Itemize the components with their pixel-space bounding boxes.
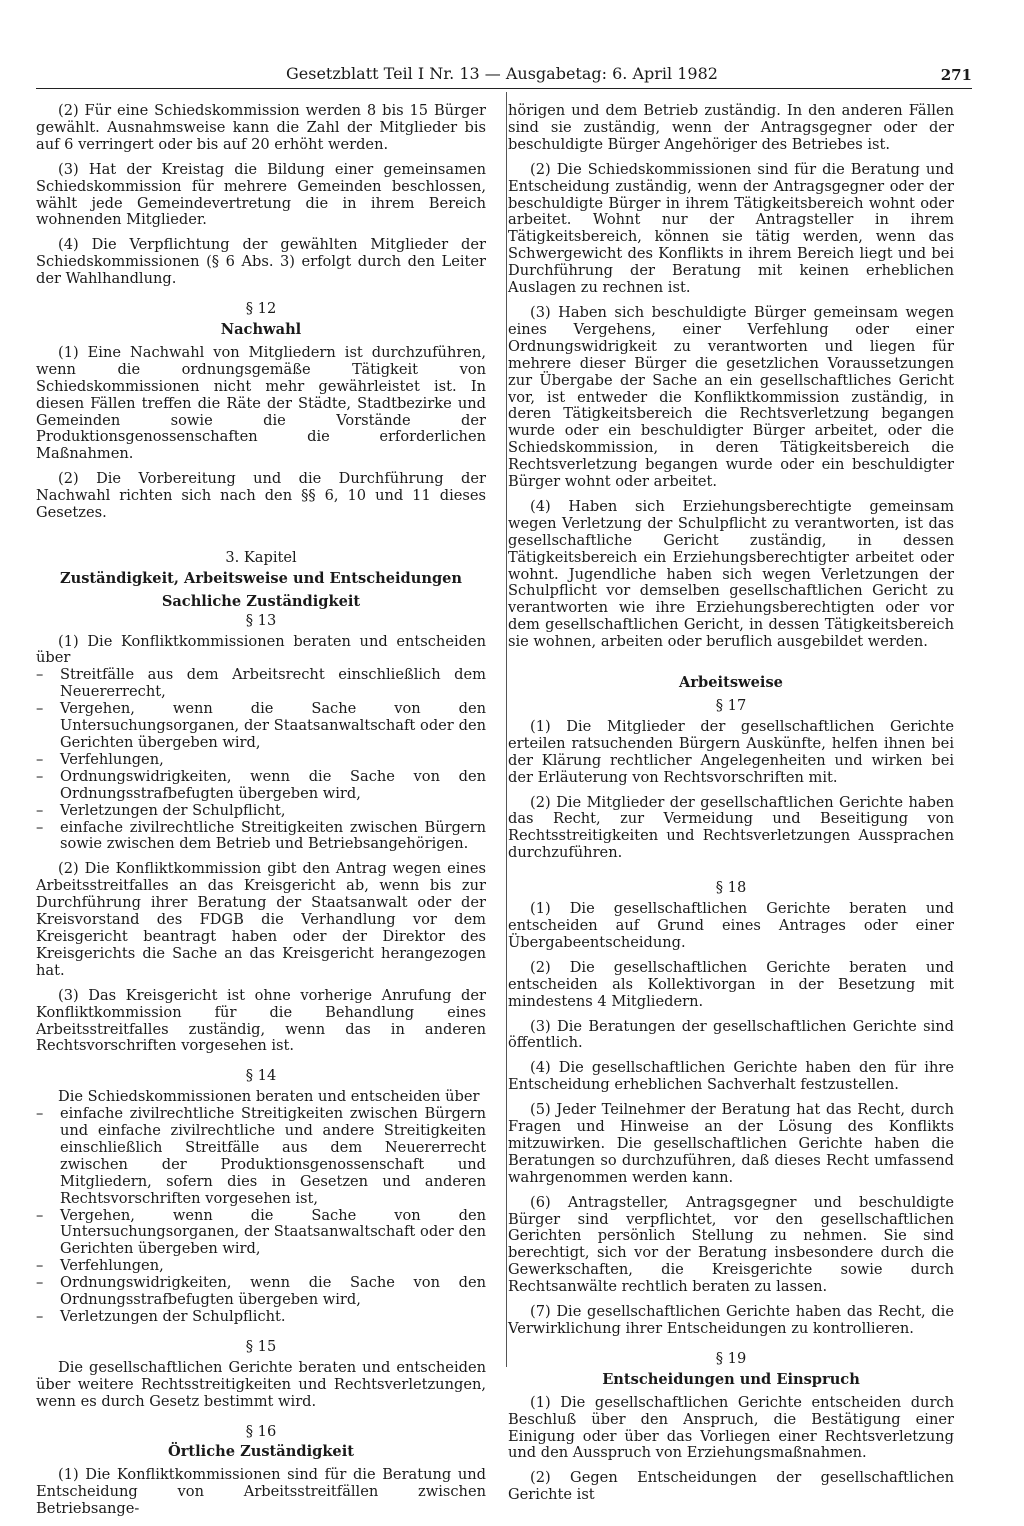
header-rule	[36, 88, 972, 89]
paragraph: (6) Antragsteller, Antragsgegner und beschuldigte Bürger sind verpflichtet, vor den gesellschaftlichen Gerichten persönlich Stellung zu nehmen. Sie sind berechtigt, sich vor der Beratung insbesondere durch die Gewerkschaften, die Kreisgerichte sowie durch Rechtsanwälte rechtlich beraten zu lassen.	[508, 1193, 954, 1296]
dash-list	[36, 667, 486, 853]
paragraph: Die gesellschaftlichen Gerichte beraten und entscheiden über weitere Rechtsstreitigkeiten und Rechtsverletzungen, wenn es durch Gesetz bestimmt wird.	[36, 1358, 486, 1410]
paragraph: Die Schiedskommissionen beraten und entscheiden über	[58, 1088, 480, 1106]
paragraph: (1) Die Konfliktkommissionen sind für die Beratung und Entscheidung von Arbeitsstreitfällen zwischen Betriebsange-	[36, 1466, 486, 1518]
paragraph: (1) Eine Nachwahl von Mitgliedern ist durchzuführen, wenn die ordnungsgemäße Tätigkeit von Schiedskommissionen nicht mehr gewährleistet ist. In diesen Fällen treffen die Räte der Städte, Stadtbezirke und Gemeinden sowie die Vorstände der Produktionsgenossenschaften die erforderlichen Maßnahmen.	[36, 343, 486, 463]
paragraph: (5) Jeder Teilnehmer der Beratung hat das Recht, durch Fragen und Hinweise an der Lösung des Konflikts mitzuwirken. Die gesellschaftlichen Gerichte haben die Beratungen so durchzuführen, daß dieses Recht umfassend wahrgenommen werden kann.	[508, 1101, 954, 1186]
page-number: 271	[940, 66, 972, 84]
list-item: – Streitfälle aus dem Arbeitsrecht einschließlich dem Neuererrecht,	[36, 667, 486, 701]
paragraph: (3) Hat der Kreistag die Bildung einer gemeinsamen Schiedskommission für mehrere Gemeinden beschlossen, wählt jede Gemeindevertretung die in ihrem Bereich wohnenden Mitglieder.	[36, 160, 486, 229]
paragraph: (7) Die gesellschaftlichen Gerichte haben das Recht, die Verwirklichung ihrer Entscheidungen zu kontrollieren.	[508, 1303, 954, 1337]
list-item: – Ordnungswidrigkeiten, wenn die Sache von den Ordnungsstrafbefugten übergeben wird,	[36, 1275, 486, 1309]
section-title: Arbeitsweise	[679, 674, 783, 692]
list-item: – Verletzungen der Schulpflicht.	[36, 1309, 486, 1326]
section-number: § 12	[245, 300, 277, 318]
list-item: – einfache zivilrechtliche Streitigkeiten zwischen Bürgern sowie zwischen dem Betrieb und Betriebsangehörigen.	[36, 820, 486, 854]
section-number: § 18	[715, 879, 747, 897]
header-title: Gesetzblatt Teil I Nr. 13 — Ausgabetag: 6. April 1982	[286, 64, 718, 83]
dash-list	[36, 1106, 486, 1326]
paragraph: (1) Die Konfliktkommissionen beraten und entscheiden über	[36, 632, 486, 667]
paragraph: hörigen und dem Betrieb zuständig. In den anderen Fällen sind sie zuständig, wenn der Antragsgegner oder der beschuldigte Bürger Angehöriger des Betriebes ist.	[508, 102, 954, 153]
paragraph: (4) Haben sich Erziehungsberechtigte gemeinsam wegen Verletzung der Schulpflicht zu verantworten, ist das gesellschaftliche Gericht zuständig, in dessen Tätigkeitsbereich ein Erziehungsberechtigter arbeitet oder wohnt. Jugendliche haben sich wegen Verletzungen der Schulpflicht vor demselben gesellschaftlichen Gericht zu verantworten wie ihre Erziehungsberechtigten oder vor dem gesellschaftlichen Gericht, in dessen Tätigkeitsbereich sie wohnen, arbeiten oder beruflich ausgebildet werden.	[508, 497, 954, 651]
subsection-title: Sachliche Zuständigkeit	[161, 592, 361, 610]
list-item: – Vergehen, wenn die Sache von den Untersuchungsorganen, der Staatsanwaltschaft oder den Gerichten übergeben wird,	[36, 701, 486, 752]
section-number: § 16	[245, 1422, 277, 1440]
list-item: – Verfehlungen,	[36, 752, 486, 769]
paragraph: (2) Die Konfliktkommission gibt den Antrag wegen eines Arbeitsstreitfalles an das Kreisgericht ab, wenn bis zur Durchführung ihrer Beratung der Staatsanwalt oder der Kreisvorstand des FDGB die Verhandlung vor dem Kreisgericht beantragt haben oder der Direktor des Kreisgerichts die Sache an das Kreisgericht herangezogen hat.	[36, 860, 486, 979]
spacer	[508, 659, 954, 673]
section-number: § 13	[245, 611, 277, 629]
paragraph: (1) Die gesellschaftlichen Gerichte entscheiden durch Beschluß über den Anspruch, die Bestätigung einer Einigung oder über das Vorliegen einer Rechtsverletzung und den Ausspruch von Erziehungsmaßnahmen.	[508, 1393, 954, 1462]
paragraph: (1) Die Mitglieder der gesellschaftlichen Gerichte erteilen ratsuchenden Bürgern Auskünfte, helfen ihnen bei der Klärung rechtlicher Angelegenheiten und wirken bei der Erläuterung von Rechtsvorschriften mit.	[508, 717, 954, 786]
chapter-title: Zuständigkeit, Arbeitsweise und Entscheidungen	[59, 569, 463, 587]
section-number: § 15	[245, 1337, 277, 1355]
section-number: § 19	[715, 1349, 747, 1367]
paragraph: (2) Die Mitglieder der gesellschaftlichen Gerichte haben das Recht, zur Vermeidung und Beseitigung von Rechtsstreitigkeiten und Rechtsverletzungen Aussprachen durchzuführen.	[508, 793, 954, 862]
right-column	[508, 103, 954, 1512]
section-number: § 14	[245, 1067, 277, 1085]
paragraph: (4) Die Verpflichtung der gewählten Mitglieder der Schiedskommissionen (§ 6 Abs. 3) erfolgt durch den Leiter der Wahlhandlung.	[36, 236, 486, 288]
chapter-number: 3. Kapitel	[225, 548, 297, 566]
paragraph: (4) Die gesellschaftlichen Gerichte haben den für ihre Entscheidung erheblichen Sachverhalt festzustellen.	[508, 1059, 954, 1094]
paragraph: (2) Die Vorbereitung und die Durchführung der Nachwahl richten sich nach den §§ 6, 10 und 11 dieses Gesetzes.	[36, 470, 486, 522]
paragraph: (3) Haben sich beschuldigte Bürger gemeinsam wegen eines Vergehens, einer Verfehlung oder einer Ordnungswidrigkeit zu verantworten und liegen für mehrere dieser Bürger die gesetzlichen Voraussetzungen zur Übergabe der Sache an ein gesellschaftliches Gericht vor, ist entweder die Konfliktkommission zuständig, in deren Tätigkeitsbereich die Rechtsverletzung begangen wurde oder ein beschuldigter Bürger arbeitet, oder die Schiedskommission, in deren Tätigkeitsbereich die Rechtsverletzung begangen wurde oder ein beschuldigter Bürger wohnt oder arbeitet.	[508, 303, 954, 491]
paragraph: (2) Für eine Schiedskommission werden 8 bis 15 Bürger gewählt. Ausnahmsweise kann die Zahl der Mitglieder bis auf 6 verringert oder bis auf 20 erhöht werden.	[36, 102, 486, 153]
list-item: – Verfehlungen,	[36, 1258, 486, 1275]
paragraph: (3) Das Kreisgericht ist ohne vorherige Anrufung der Konfliktkommission für die Behandlung eines Arbeitsstreitfalles zuständig, wenn das in anderen Rechtsvorschriften vorgesehen ist.	[36, 986, 486, 1055]
paragraph: (2) Gegen Entscheidungen der gesellschaftlichen Gerichte ist	[508, 1469, 954, 1504]
paragraph: (2) Die Schiedskommissionen sind für die Beratung und Entscheidung zuständig, wenn der Antragsgegner oder der beschuldigte Bürger in ihrem Tätigkeitsbereich wohnt oder arbeitet. Wohnt nur der Antragsteller in ihrem Tätigkeitsbereich, können sie tätig werden, wenn das Schwergewicht des Konflikts in ihrem Bereich liegt und bei Durchführung der Beratung mit keinen erheblichen Auslagen zu rechnen ist.	[508, 160, 954, 297]
section-title: Örtliche Zuständigkeit	[167, 1443, 354, 1461]
list-item: – Ordnungswidrigkeiten, wenn die Sache von den Ordnungsstrafbefugten übergeben wird,	[36, 769, 486, 803]
paragraph: (1) Die gesellschaftlichen Gerichte beraten und entscheiden auf Grund eines Antrages oder einer Übergabeentscheidung.	[508, 900, 954, 951]
column-divider	[506, 92, 507, 1367]
list-item: – einfache zivilrechtliche Streitigkeiten zwischen Bürgern und einfache zivilrechtliche und andere Streitigkeiten einschließlich Streitfälle aus dem Neuererrecht zwischen der Produktionsgenossenschaft und Mitgliedern, sofern dies in Gesetzen und anderen Rechtsvorschriften vorgesehen ist,	[36, 1106, 486, 1207]
list-item: – Verletzungen der Schulpflicht,	[36, 803, 486, 820]
paragraph: (3) Die Beratungen der gesellschaftlichen Gerichte sind öffentlich.	[508, 1017, 954, 1052]
section-title: Entscheidungen und Einspruch	[602, 1370, 860, 1388]
left-column	[36, 103, 486, 1526]
list-item: – Vergehen, wenn die Sache von den Untersuchungsorganen, der Staatsanwaltschaft oder den Gerichten übergeben wird,	[36, 1208, 486, 1259]
paragraph: (2) Die gesellschaftlichen Gerichte beraten und entscheiden als Kollektivorgan in der Besetzung mit mindestens 4 Mitgliedern.	[508, 958, 954, 1010]
section-number: § 17	[715, 697, 747, 714]
section-title: Nachwahl	[220, 320, 302, 338]
